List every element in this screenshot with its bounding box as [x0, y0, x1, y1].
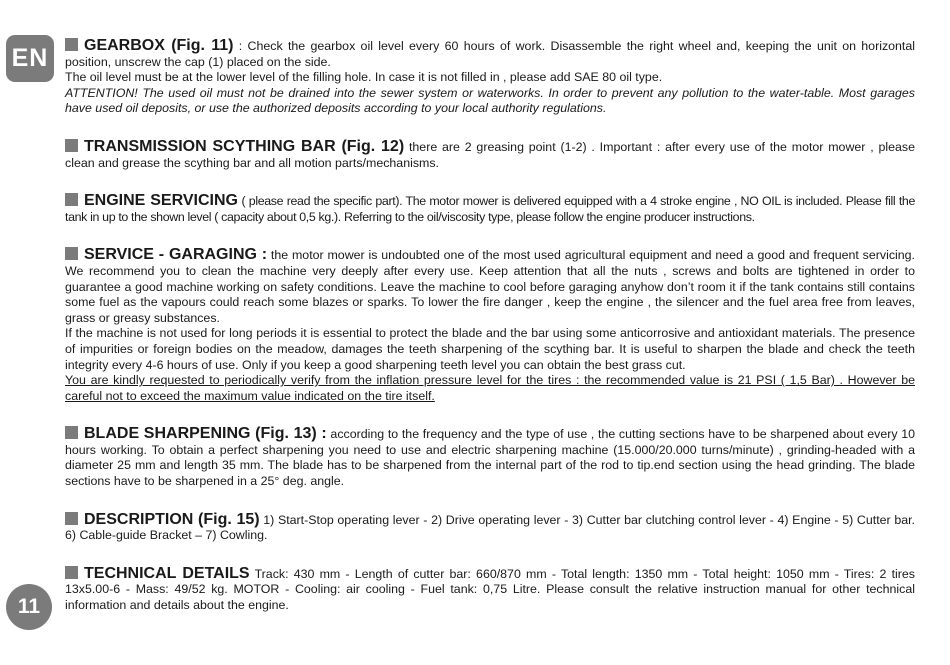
engine-text-1: ( please read the specific part). The motor mower is delivered equipped with a 4 stroke engine , NO OIL is included. Please fill the tank in up to the shown level ( capacity about 0,5 kg.). Referring to the oil/viscosity type, please follow the engine producer instructions.	[65, 194, 916, 224]
bullet-square-icon	[65, 247, 78, 260]
language-label: EN	[11, 44, 49, 72]
bullet-square-icon	[65, 566, 78, 579]
gearbox-attention-text: ATTENTION! The used oil must not be drained into the sewer system or waterworks. In order to prevent any pollution to the water-table. Most garages have used oil deposits, or use the authorized deposits according to your local authority regulations.	[65, 85, 915, 116]
transmission-paragraph-1	[65, 139, 915, 171]
bullet-square-icon	[65, 193, 78, 206]
description-heading: DESCRIPTION (Fig. 15)	[84, 510, 260, 528]
manual-content	[65, 38, 915, 614]
gearbox-text-2: The oil level must be at the lower level of the filling hole. In case it is not filled in , please add SAE 80 oil type.	[65, 70, 663, 85]
engine-heading: ENGINE SERVICING	[84, 192, 238, 210]
technical-heading: TECHNICAL DETAILS	[84, 564, 250, 582]
service-paragraph-1	[65, 247, 915, 326]
language-tab	[6, 35, 54, 82]
gearbox-heading: GEARBOX (Fig. 11)	[84, 37, 234, 54]
section-service	[65, 247, 915, 404]
service-text-1: the motor mower is undoubted one of the most used agricultural equipment and need a good and frequent servicing. We recommend you to clean the machine very deeply after every use. Keep attention that all the nuts , screws and bolts are tightened in order to guarantee a good machine working on safety conditions. Leave the machine to cool before garaging anyhow don’t room it if the tank contains still contains some fuel as the vapours could reach some blazes or sparks. To lower the fire danger , keep the engine , the silencer and the fuel area free from leaves, grass or greasy substances.	[65, 248, 915, 325]
page-number: 11	[17, 595, 41, 618]
section-gearbox	[65, 38, 915, 117]
bullet-square-icon	[65, 38, 78, 51]
technical-paragraph-1	[65, 566, 915, 614]
technical-text-1: Track: 430 mm - Length of cutter bar: 660/870 mm - Total length: 1350 mm - Total height: 1050 mm - Tires: 2 tires 13x5.00-6 - Mass: 49/52 kg. MOTOR - Cooling: air cooling - Fuel tank: 0,75 Litre. Please consult the relative instruction manual for other technical information and details about the engine.	[65, 566, 915, 613]
transmission-text-1: there are 2 greasing point (1-2) . Important : after every use of the motor mower , please clean and grease the scything bar and all motion parts/mechanisms.	[65, 139, 915, 170]
bullet-square-icon	[65, 139, 78, 152]
service-heading: SERVICE - GARAGING :	[84, 246, 268, 264]
blade-paragraph-1	[65, 426, 915, 489]
section-technical	[65, 566, 915, 614]
service-tire-pressure-text: You are kindly requested to periodically verify from the inflation pressure level for the tires : the recommended value is 21 PSI ( 1,5 Bar) . However be careful not to exceed the maximum value indicated on the tire itself.	[65, 373, 915, 403]
gearbox-text-1: : Check the gearbox oil level every 60 hours of work. Disassemble the right wheel and, keeping the unit on horizontal position, unscrew the cap (1) placed on the side.	[65, 39, 916, 69]
blade-text-1: according to the frequency and the type of use , the cutting sections have to be sharpened about every 10 hours working. To obtain a perfect sharpening you need to use and electric sharpening machine (15.000/20.000 turns/minute) , grinding-headed with a diameter 25 mm and length 35 mm. The blade has to be sharpened from the internal part of the rod to tip.end section using the head grinding. The blade sections have to be sharpened in a 25° deg. angle.	[65, 427, 915, 489]
blade-heading: BLADE SHARPENING (Fig. 13) :	[84, 425, 327, 443]
engine-paragraph-1	[65, 193, 915, 225]
description-text-1: 1) Start-Stop operating lever - 2) Drive operating lever - 3) Cutter bar clutching control lever - 4) Engine - 5) Cutter bar. 6) Cable-guide Bracket – 7) Cowling.	[65, 512, 916, 543]
page-number-badge	[6, 584, 52, 630]
description-paragraph-1	[65, 512, 915, 544]
service-text-2: If the machine is not used for long periods it is essential to protect the blade and the bar using some anticorrosive and antioxidant materials. The presence of impurities or foreign bodies on the meadow, damages the teeth sharpening of the scything bar. It is useful to sharpen the blade and check the teeth integrity every 4-6 hours of use. Only if you keep a good sharpening teeth level you can obtain the best grass cut.	[65, 326, 915, 372]
gearbox-paragraph-1	[65, 38, 915, 70]
transmission-heading: TRANSMISSION SCYTHING BAR (Fig. 12)	[84, 137, 405, 155]
bullet-square-icon	[65, 512, 78, 525]
section-transmission	[65, 139, 915, 171]
section-engine	[65, 193, 915, 225]
section-description	[65, 512, 915, 544]
bullet-square-icon	[65, 426, 78, 439]
section-blade	[65, 426, 915, 489]
